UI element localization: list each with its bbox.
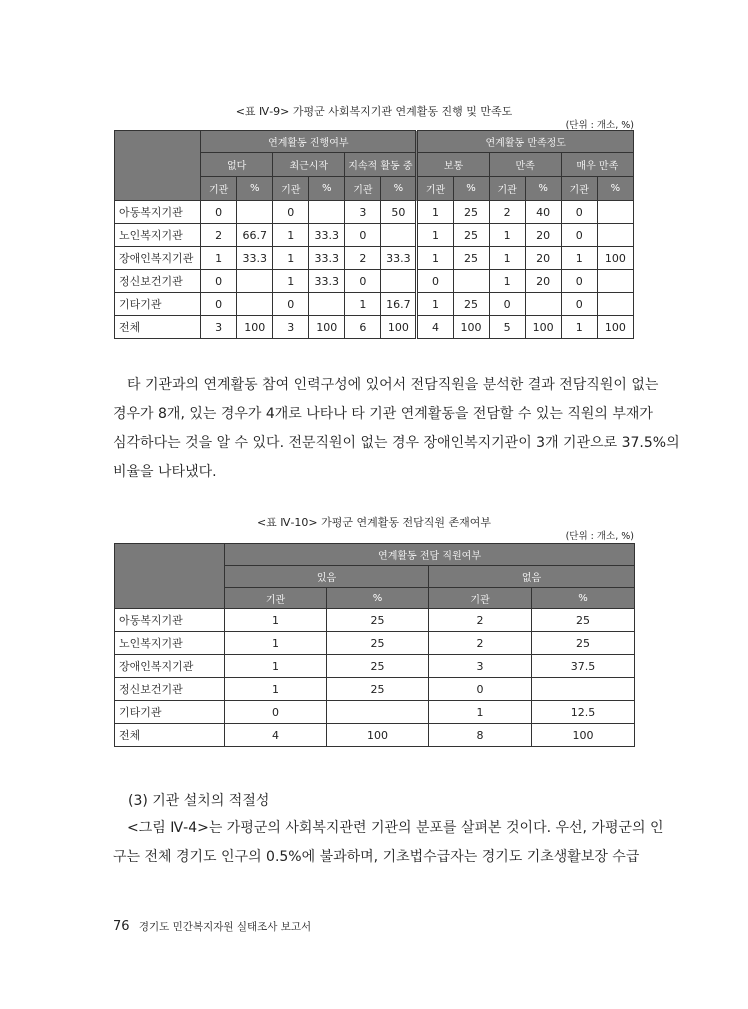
- table-cell: 33.3: [237, 247, 273, 270]
- table1-col-header: 기관: [201, 177, 237, 201]
- table-cell: 66.7: [237, 224, 273, 247]
- table-cell: 37.5: [532, 655, 635, 678]
- table-cell: [381, 224, 417, 247]
- table2: [114, 543, 635, 747]
- table1-group-header: 연계활동 진행여부: [201, 131, 417, 153]
- table-cell: 100: [309, 316, 345, 339]
- table-cell: 25: [453, 224, 489, 247]
- table-row: [115, 316, 634, 339]
- table1-corner: [115, 131, 201, 201]
- table-cell: 1: [273, 224, 309, 247]
- table1-col-header: %: [237, 177, 273, 201]
- table-cell: [327, 701, 429, 724]
- table-cell: 50: [381, 201, 417, 224]
- table-cell: 0: [345, 224, 381, 247]
- table-cell: 1: [201, 247, 237, 270]
- row-label: 장애인복지기관: [115, 655, 225, 678]
- table-row: [115, 609, 635, 632]
- table-cell: 100: [381, 316, 417, 339]
- table1-sub-header: 만족: [489, 153, 561, 177]
- table-cell: [597, 270, 633, 293]
- paragraph-line: 심각하다는 것을 알 수 있다. 전문직원이 없는 경우 장애인복지기관이 3개 기관으로 37.5%의: [113, 435, 680, 451]
- table1-col-header: %: [381, 177, 417, 201]
- table-cell: 0: [561, 270, 597, 293]
- table-cell: 20: [525, 247, 561, 270]
- row-label: 정신보건기관: [115, 678, 225, 701]
- table-cell: 2: [201, 224, 237, 247]
- table-cell: 20: [525, 270, 561, 293]
- table-cell: 6: [345, 316, 381, 339]
- table-cell: 0: [429, 678, 532, 701]
- table2-group-header: 연계활동 전담 직원여부: [225, 544, 635, 566]
- table-cell: 0: [561, 224, 597, 247]
- row-label: 아동복지기관: [115, 609, 225, 632]
- body-paragraph-1: [113, 371, 680, 487]
- paragraph-line: 구는 전체 경기도 인구의 0.5%에 불과하며, 기초법수급자는 경기도 기초생활보장 수급: [113, 849, 640, 865]
- table-cell: 1: [561, 316, 597, 339]
- table-cell: 100: [237, 316, 273, 339]
- table-row: [115, 270, 634, 293]
- table-row: [115, 632, 635, 655]
- table1-sub-header: 없다: [201, 153, 273, 177]
- table-row: [115, 293, 634, 316]
- table-cell: 25: [327, 632, 429, 655]
- table-cell: 1: [417, 247, 453, 270]
- table-cell: 4: [225, 724, 327, 747]
- table-cell: 25: [532, 609, 635, 632]
- table-cell: 100: [453, 316, 489, 339]
- table-cell: 40: [525, 201, 561, 224]
- table-row: [115, 247, 634, 270]
- table-cell: 1: [561, 247, 597, 270]
- table2-col-header: %: [327, 588, 429, 609]
- table-cell: 100: [597, 316, 633, 339]
- table-cell: 0: [489, 293, 525, 316]
- table-cell: 5: [489, 316, 525, 339]
- table-cell: [597, 201, 633, 224]
- table-cell: 25: [327, 655, 429, 678]
- table1-col-header: 기관: [561, 177, 597, 201]
- table-cell: 0: [417, 270, 453, 293]
- table-cell: 1: [225, 609, 327, 632]
- table-cell: 25: [532, 632, 635, 655]
- row-label: 노인복지기관: [115, 224, 201, 247]
- table-cell: 1: [489, 247, 525, 270]
- table-cell: 0: [201, 270, 237, 293]
- row-label: 기타기관: [115, 293, 201, 316]
- table1: [114, 130, 634, 339]
- table-cell: 1: [429, 701, 532, 724]
- table-cell: 0: [273, 293, 309, 316]
- table1-col-header: %: [597, 177, 633, 201]
- table-cell: 33.3: [309, 247, 345, 270]
- table-cell: 2: [345, 247, 381, 270]
- page-number: 76: [113, 919, 130, 934]
- table1-sub-header: 최근시작: [273, 153, 345, 177]
- table1-sub-header: 보통: [417, 153, 489, 177]
- table2-corner: [115, 544, 225, 609]
- table-cell: 100: [525, 316, 561, 339]
- paragraph-line: 경우가 8개, 있는 경우가 4개로 나타나 타 기관 연계활동을 전담할 수 있는 직원의 부재가: [113, 406, 653, 422]
- row-label: 정신보건기관: [115, 270, 201, 293]
- table-cell: 0: [273, 201, 309, 224]
- table-cell: [525, 293, 561, 316]
- table-row: [115, 655, 635, 678]
- table1-col-header: 기관: [345, 177, 381, 201]
- table-cell: 1: [489, 270, 525, 293]
- table2-sub-header: 있음: [225, 566, 429, 588]
- table-cell: [453, 270, 489, 293]
- table-cell: [597, 224, 633, 247]
- table2-col-header: 기관: [225, 588, 327, 609]
- table-cell: 0: [201, 293, 237, 316]
- table-cell: 0: [561, 293, 597, 316]
- table2-col-header: %: [532, 588, 635, 609]
- table-cell: 0: [345, 270, 381, 293]
- section-heading: (3) 기관 설치의 적절성: [128, 793, 270, 809]
- table-cell: 8: [429, 724, 532, 747]
- table1-unit: (단위 : 개소, %): [565, 120, 634, 131]
- table-cell: 1: [225, 655, 327, 678]
- table-cell: 2: [489, 201, 525, 224]
- table-cell: [532, 678, 635, 701]
- table-cell: 0: [201, 201, 237, 224]
- row-label: 기타기관: [115, 701, 225, 724]
- table-cell: 1: [417, 293, 453, 316]
- report-title: 경기도 민간복지자원 실태조사 보고서: [138, 921, 312, 933]
- table-row: [115, 678, 635, 701]
- table-cell: 1: [225, 632, 327, 655]
- table-cell: 2: [429, 609, 532, 632]
- row-label: 장애인복지기관: [115, 247, 201, 270]
- row-label: 전체: [115, 316, 201, 339]
- table-cell: 33.3: [309, 224, 345, 247]
- table1-sub-header: 지속적 활동 중: [345, 153, 417, 177]
- table1-group-header: 연계활동 만족정도: [417, 131, 634, 153]
- table-cell: 1: [273, 247, 309, 270]
- table1-caption: <표 Ⅳ-9> 가평군 사회복지기관 연계활동 진행 및 만족도: [235, 105, 513, 118]
- table-row: [115, 224, 634, 247]
- table-cell: 33.3: [381, 247, 417, 270]
- page-footer: [113, 919, 311, 934]
- table-cell: 0: [225, 701, 327, 724]
- table1-col-header: 기관: [489, 177, 525, 201]
- table-cell: 3: [429, 655, 532, 678]
- table1-col-header: 기관: [273, 177, 309, 201]
- table-cell: 2: [429, 632, 532, 655]
- table-cell: [309, 201, 345, 224]
- table-cell: 20: [525, 224, 561, 247]
- table2-caption: <표 Ⅳ-10> 가평군 연계활동 전담직원 존재여부: [256, 516, 492, 529]
- table-row: [115, 201, 634, 224]
- table-cell: 4: [417, 316, 453, 339]
- table-cell: 100: [327, 724, 429, 747]
- table-cell: [381, 270, 417, 293]
- paragraph-line: 타 기관과의 연계활동 참여 인력구성에 있어서 전담직원을 분석한 결과 전담직원이 없는: [127, 377, 659, 393]
- table-cell: 1: [345, 293, 381, 316]
- paragraph-line: <그림 Ⅳ-4>는 가평군의 사회복지관련 기관의 분포를 살펴본 것이다. 우선, 가평군의 인: [127, 820, 664, 836]
- table-cell: [237, 201, 273, 224]
- table-cell: 1: [273, 270, 309, 293]
- table-cell: 3: [345, 201, 381, 224]
- table1-col-header: %: [453, 177, 489, 201]
- table-cell: 100: [532, 724, 635, 747]
- table-cell: [309, 293, 345, 316]
- table-cell: 3: [273, 316, 309, 339]
- table-cell: [597, 293, 633, 316]
- table-cell: 25: [327, 678, 429, 701]
- table1-sub-header: 매우 만족: [561, 153, 633, 177]
- table-cell: 25: [453, 293, 489, 316]
- paragraph-line: 비율을 나타냈다.: [113, 464, 217, 480]
- row-label: 전체: [115, 724, 225, 747]
- table-cell: 16.7: [381, 293, 417, 316]
- row-label: 노인복지기관: [115, 632, 225, 655]
- table-cell: 12.5: [532, 701, 635, 724]
- row-label: 아동복지기관: [115, 201, 201, 224]
- table-cell: 100: [597, 247, 633, 270]
- table1-col-header: %: [525, 177, 561, 201]
- table-row: [115, 724, 635, 747]
- table-cell: 25: [327, 609, 429, 632]
- table-cell: 25: [453, 201, 489, 224]
- table-cell: 1: [417, 201, 453, 224]
- table-cell: 1: [489, 224, 525, 247]
- table-row: [115, 701, 635, 724]
- table-cell: [237, 270, 273, 293]
- table1-col-header: %: [309, 177, 345, 201]
- table-cell: 1: [225, 678, 327, 701]
- table-cell: 25: [453, 247, 489, 270]
- table-cell: 33.3: [309, 270, 345, 293]
- table-cell: 1: [417, 224, 453, 247]
- table2-sub-header: 없음: [429, 566, 635, 588]
- table-cell: 3: [201, 316, 237, 339]
- table2-col-header: 기관: [429, 588, 532, 609]
- body-paragraph-2: [113, 814, 664, 872]
- table1-col-header: 기관: [417, 177, 453, 201]
- table2-unit: (단위 : 개소, %): [565, 531, 634, 542]
- table-cell: 0: [561, 201, 597, 224]
- table-cell: [237, 293, 273, 316]
